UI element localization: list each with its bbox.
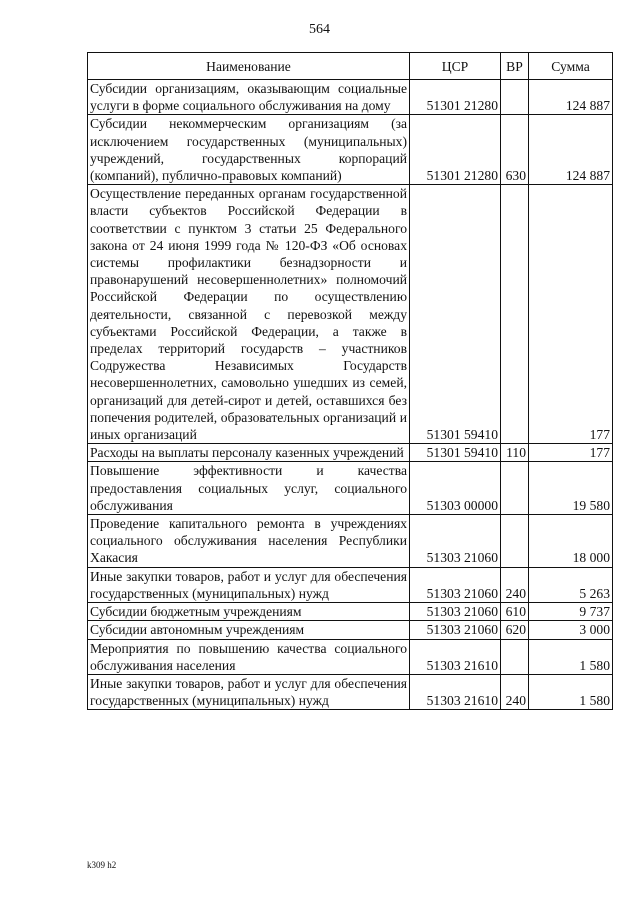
table-row: [88, 115, 613, 185]
table-row: [88, 621, 613, 639]
row-csr: 51303 21060: [410, 567, 501, 602]
row-name: Иные закупки товаров, работ и услуг для обеспечения государственных (муниципальных) нужд: [88, 674, 410, 709]
row-csr: 51301 59410: [410, 444, 501, 462]
row-vr: [501, 462, 529, 515]
row-sum: 5 263: [529, 567, 613, 602]
row-sum: 177: [529, 444, 613, 462]
row-vr: [501, 515, 529, 568]
header-name: Наименование: [88, 53, 410, 80]
row-name: Повышение эффективности и качества предоставления социальных услуг, социального обслуживания: [88, 462, 410, 515]
row-vr: [501, 185, 529, 444]
budget-table: [87, 52, 613, 710]
header-vr: ВР: [501, 53, 529, 80]
row-sum: 124 887: [529, 80, 613, 115]
row-name: Проведение капитального ремонта в учреждениях социального обслуживания населения Республики Хакасия: [88, 515, 410, 568]
header-sum: Сумма: [529, 53, 613, 80]
row-csr: 51303 21060: [410, 603, 501, 621]
row-vr: [501, 639, 529, 674]
table-row: [88, 639, 613, 674]
row-csr: 51303 21060: [410, 515, 501, 568]
row-sum: 3 000: [529, 621, 613, 639]
table-header-row: [88, 53, 613, 80]
row-csr: 51303 21610: [410, 674, 501, 709]
table-row: [88, 515, 613, 568]
row-name: Мероприятия по повышению качества социального обслуживания населения: [88, 639, 410, 674]
table-row: [88, 185, 613, 444]
table-row: [88, 674, 613, 709]
table-row: [88, 462, 613, 515]
row-sum: 18 000: [529, 515, 613, 568]
row-vr: [501, 80, 529, 115]
footer-code: k309 h2: [87, 860, 117, 870]
row-vr: 240: [501, 674, 529, 709]
row-sum: 124 887: [529, 115, 613, 185]
row-csr: 51301 21280: [410, 115, 501, 185]
row-name: Субсидии бюджетным учреждениям: [88, 603, 410, 621]
row-vr: 240: [501, 567, 529, 602]
table-row: [88, 444, 613, 462]
row-sum: 19 580: [529, 462, 613, 515]
row-csr: 51301 59410: [410, 185, 501, 444]
row-name: Иные закупки товаров, работ и услуг для обеспечения государственных (муниципальных) нужд: [88, 567, 410, 602]
row-csr: 51303 21610: [410, 639, 501, 674]
row-vr: 620: [501, 621, 529, 639]
row-name: Осуществление переданных органам государственной власти субъектов Российской Федерации в соответствии с пунктом 3 статьи 25 Федерального закона от 24 июня 1999 года № 120-ФЗ «Об основах системы профилактики безнадзорности и правонарушений несовершеннолетних» полномочий Российской Федерации по осуществлению деятельности, связанной с перевозкой между субъектами Российской Федерации, а также в пределах территорий государств – участников Содружества Независимых Государств несовершеннолетних, самовольно ушедших из семей, организаций для детей-сирот и детей, оставшихся без попечения родителей, образовательных организаций и иных организаций: [88, 185, 410, 444]
row-name: Субсидии автономным учреждениям: [88, 621, 410, 639]
row-csr: 51301 21280: [410, 80, 501, 115]
page-number: 564: [309, 22, 330, 37]
row-sum: 1 580: [529, 639, 613, 674]
row-sum: 1 580: [529, 674, 613, 709]
row-name: Субсидии некоммерческим организациям (за исключением государственных (муниципальных) учреждений, государственных корпораций (компаний), публично-правовых компаний): [88, 115, 410, 185]
table-row: [88, 80, 613, 115]
row-sum: 177: [529, 185, 613, 444]
row-vr: 630: [501, 115, 529, 185]
row-vr: 110: [501, 444, 529, 462]
table-row: [88, 567, 613, 602]
row-name: Расходы на выплаты персоналу казенных учреждений: [88, 444, 410, 462]
row-vr: 610: [501, 603, 529, 621]
table-row: [88, 603, 613, 621]
row-csr: 51303 00000: [410, 462, 501, 515]
header-csr: ЦСР: [410, 53, 501, 80]
row-sum: 9 737: [529, 603, 613, 621]
row-csr: 51303 21060: [410, 621, 501, 639]
row-name: Субсидии организациям, оказывающим социальные услуги в форме социального обслуживания на дому: [88, 80, 410, 115]
